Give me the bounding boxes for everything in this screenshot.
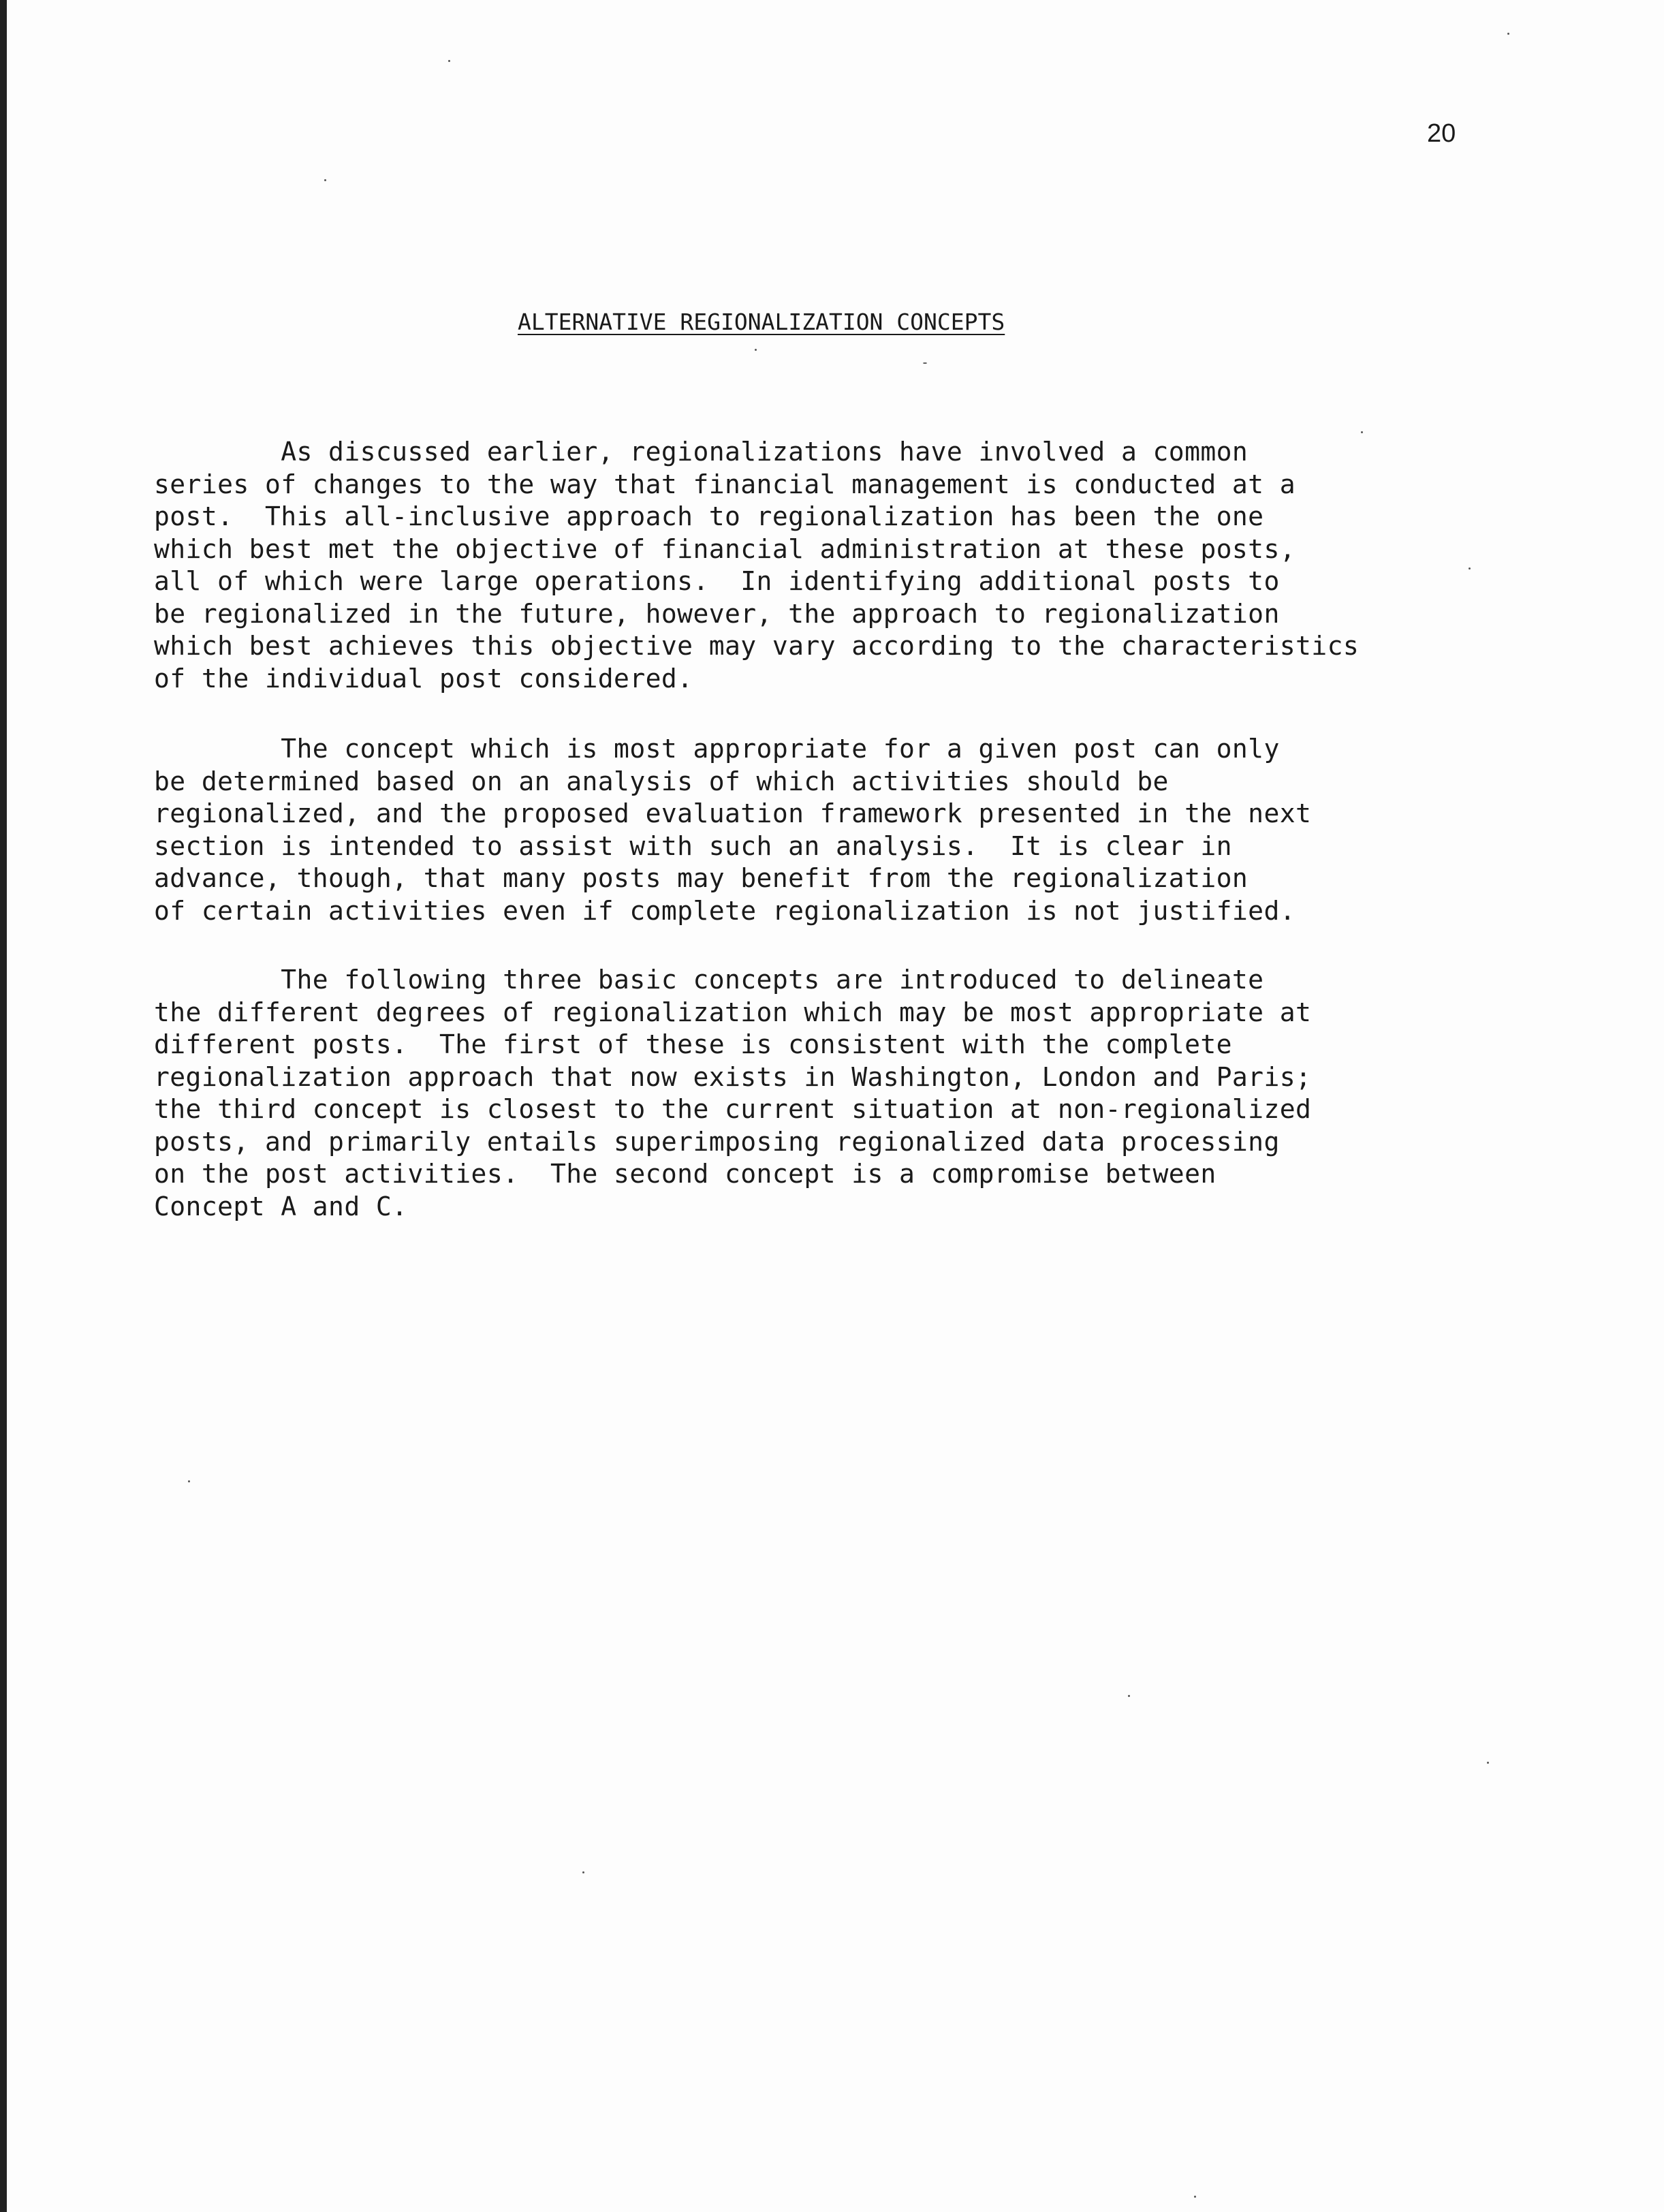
- scan-speck: [1128, 1695, 1130, 1697]
- page-edge-rule: [0, 0, 7, 2212]
- paragraph-line: regionalization approach that now exists in Washington, London and Paris;: [154, 1061, 1312, 1092]
- paragraph-line: post. This all-inclusive approach to regionalization has been the one: [154, 501, 1264, 531]
- scan-speck: [324, 179, 326, 181]
- paragraph-line: different posts. The first of these is consistent with the complete: [154, 1029, 1232, 1059]
- paragraph-line: Concept A and C.: [154, 1191, 408, 1221]
- paragraph-line: on the post activities. The second concept is a compromise between: [154, 1159, 1216, 1189]
- paragraph-line: regionalized, and the proposed evaluation framework presented in the next: [154, 798, 1312, 828]
- paragraph-line: section is intended to assist with such an analysis. It is clear in: [154, 830, 1232, 861]
- scan-speck: [448, 60, 450, 62]
- paragraph-3: [154, 964, 1448, 1223]
- paragraph-line: which best achieves this objective may vary according to the characteristics: [154, 631, 1360, 661]
- paragraph-line: the different degrees of regionalization which may be most appropriate at: [154, 997, 1312, 1027]
- paragraph-line: series of changes to the way that financial management is conducted at a: [154, 469, 1296, 499]
- paragraph-line: all of which were large operations. In identifying additional posts to: [154, 566, 1280, 596]
- scan-speck: [1194, 2196, 1196, 2198]
- scan-speck: [188, 1480, 190, 1482]
- scan-speck: [1487, 1762, 1489, 1764]
- paragraph-line: The following three basic concepts are introduced to delineate: [154, 965, 1264, 995]
- section-heading: ALTERNATIVE REGIONALIZATION CONCEPTS: [518, 309, 1005, 335]
- paragraph-line: which best met the objective of financial administration at these posts,: [154, 533, 1296, 564]
- paragraph-line: As discussed earlier, regionalizations have involved a common: [154, 437, 1249, 467]
- paragraph-line: of certain activities even if complete regionalization is not justified.: [154, 895, 1296, 926]
- scan-speck: [923, 362, 927, 364]
- scan-speck: [755, 349, 757, 351]
- scan-speck: [582, 1871, 584, 1873]
- paragraph-line: The concept which is most appropriate for a given post can only: [154, 734, 1280, 764]
- paragraph-line: of the individual post considered.: [154, 663, 693, 694]
- scan-speck: [1361, 431, 1363, 433]
- paragraph-line: be determined based on an analysis of which activities should be: [154, 766, 1169, 796]
- page-number: 20: [1427, 119, 1456, 148]
- paragraph-1: [154, 436, 1448, 695]
- scan-speck: [1469, 567, 1471, 570]
- paragraph-2: [154, 733, 1448, 927]
- scan-speck: [1507, 33, 1509, 35]
- paragraph-line: posts, and primarily entails superimposing regionalized data processing: [154, 1126, 1280, 1157]
- paragraph-line: advance, though, that many posts may benefit from the regionalization: [154, 863, 1249, 893]
- paragraph-line: be regionalized in the future, however, the approach to regionalization: [154, 598, 1280, 629]
- paragraph-line: the third concept is closest to the current situation at non-regionalized: [154, 1094, 1312, 1124]
